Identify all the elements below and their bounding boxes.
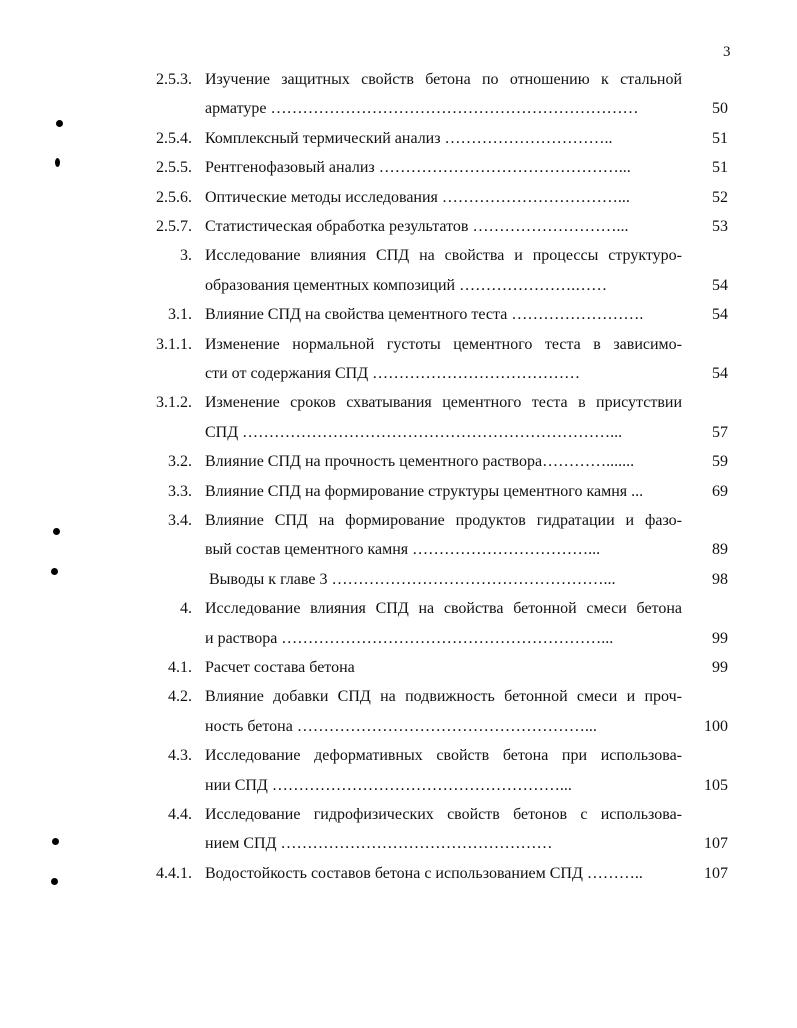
toc-entry-text: образования цементных композиций ………………….…… — [205, 276, 608, 294]
toc-entry-number: 4.4.1. — [156, 864, 192, 882]
toc-entry-text: Выводы к главе 3 ……………………………………………... — [209, 570, 616, 588]
toc-entry-text: вый состав цементного камня ……………………………... — [205, 541, 601, 559]
toc-entry-text: Изучение защитных свойств бетона по отношению к стальной — [205, 71, 682, 88]
toc-entry-text: и раствора ……………………………………………………... — [205, 629, 614, 647]
page-number: 3 — [723, 44, 731, 60]
toc-entry-text: Влияние СПД на формирование структуры цементного камня ... — [205, 482, 644, 500]
toc-entry-page: 107 — [704, 864, 728, 882]
toc-entry-text: ность бетона ………………………………………………... — [205, 717, 597, 735]
toc-entry-text: Исследование влияния СПД на свойства и процессы структуро- — [205, 247, 682, 265]
toc-entry-text: Влияние СПД на свойства цементного теста ……………………. — [205, 306, 644, 324]
toc-entry-page: 59 — [712, 453, 728, 471]
toc-entry-page: 52 — [712, 188, 728, 206]
scan-speck — [55, 158, 60, 167]
toc-entry-text: Исследование деформативных свойств бетона при использова- — [205, 747, 682, 765]
toc-entry-text: Рентгенофазовый анализ ………………………………………... — [205, 159, 631, 177]
toc-entry-text: нием СПД …………………………………………… — [205, 835, 553, 853]
toc-entry-page: 99 — [712, 659, 728, 676]
toc-entry-text: Расчет состава бетона — [205, 659, 355, 676]
toc-entry-number: 4.3. — [168, 747, 192, 765]
toc-entry-text: Статистическая обработка результатов ………………………... — [205, 218, 629, 235]
toc-entry-text: СПД ……………………………………………………………... — [205, 423, 623, 441]
toc-entry-page: 57 — [712, 423, 728, 441]
scan-speck — [56, 120, 63, 127]
toc-entry-number: 3.4. — [168, 512, 192, 529]
toc-entry-number: 4.1. — [168, 659, 192, 676]
toc-entry-number: 4.2. — [168, 688, 192, 706]
scan-speck — [53, 528, 60, 535]
toc-entry-page: 53 — [712, 218, 728, 235]
toc-entry-number: 4.4. — [168, 806, 192, 823]
toc-entry-number: 3.2. — [168, 453, 192, 471]
toc-entry-page: 89 — [712, 541, 728, 559]
toc-entry-text: Изменение сроков схватывания цементного теста в присутствии — [205, 394, 682, 412]
toc-entry-page: 69 — [712, 482, 728, 500]
toc-entry-text: Оптические методы исследования ……………………………... — [205, 188, 630, 206]
scan-speck — [51, 878, 58, 885]
toc-entry-number: 3.1. — [168, 306, 192, 324]
toc-entry-page: 51 — [712, 159, 728, 177]
toc-entry-page: 50 — [712, 100, 728, 118]
toc-entry-text: нии СПД ………………………………………………... — [205, 776, 572, 794]
toc-entry-number: 2.5.3. — [156, 71, 192, 88]
toc-entry-number: 2.5.4. — [156, 129, 192, 147]
toc-entry-text: сти от содержания СПД ………………………………… — [205, 365, 581, 382]
toc-entry-text: Исследование влияния СПД на свойства бетонной смеси бетона — [205, 600, 682, 618]
toc-entry-number: 2.5.7. — [156, 218, 192, 235]
scan-speck — [52, 838, 59, 845]
scan-speck — [51, 568, 58, 575]
toc-entry-number: 3.1.1. — [156, 335, 192, 353]
toc-entry-page: 54 — [712, 276, 728, 294]
toc-entry-page: 54 — [712, 365, 728, 382]
toc-entry-text: Влияние добавки СПД на подвижность бетонной смеси и проч- — [205, 688, 682, 706]
toc-entry-page: 99 — [712, 629, 728, 647]
toc-entry-page: 100 — [704, 717, 728, 735]
toc-entry-text: Изменение нормальной густоты цементного теста в зависимо- — [205, 335, 682, 353]
toc-entry-page: 98 — [712, 570, 728, 588]
toc-entry-text: арматуре …………………………………………………………… — [205, 100, 639, 118]
toc-entry-text: Комплексный термический анализ ………………………….. — [205, 129, 613, 147]
toc-entry-text: Влияние СПД на прочность цементного раствора…………....... — [205, 453, 635, 471]
toc-entry-number: 3. — [180, 247, 192, 265]
toc-entry-page: 51 — [712, 129, 728, 147]
toc-entry-number: 3.3. — [168, 482, 192, 500]
toc-entry-text: Водостойкость составов бетона с использованием СПД ……….. — [205, 864, 643, 882]
toc-entry-number: 4. — [180, 600, 192, 618]
toc-entry-page: 107 — [704, 835, 728, 853]
toc-entry-text: Влияние СПД на формирование продуктов гидратации и фазо- — [205, 512, 682, 529]
toc-entry-number: 3.1.2. — [156, 394, 192, 412]
toc-entry-page: 105 — [704, 776, 728, 794]
toc-entry-text: Исследование гидрофизических свойств бетонов с использова- — [205, 806, 682, 823]
toc-entry-page: 54 — [712, 306, 728, 324]
toc-entry-number: 2.5.6. — [156, 188, 192, 206]
toc-entry-number: 2.5.5. — [156, 159, 192, 177]
